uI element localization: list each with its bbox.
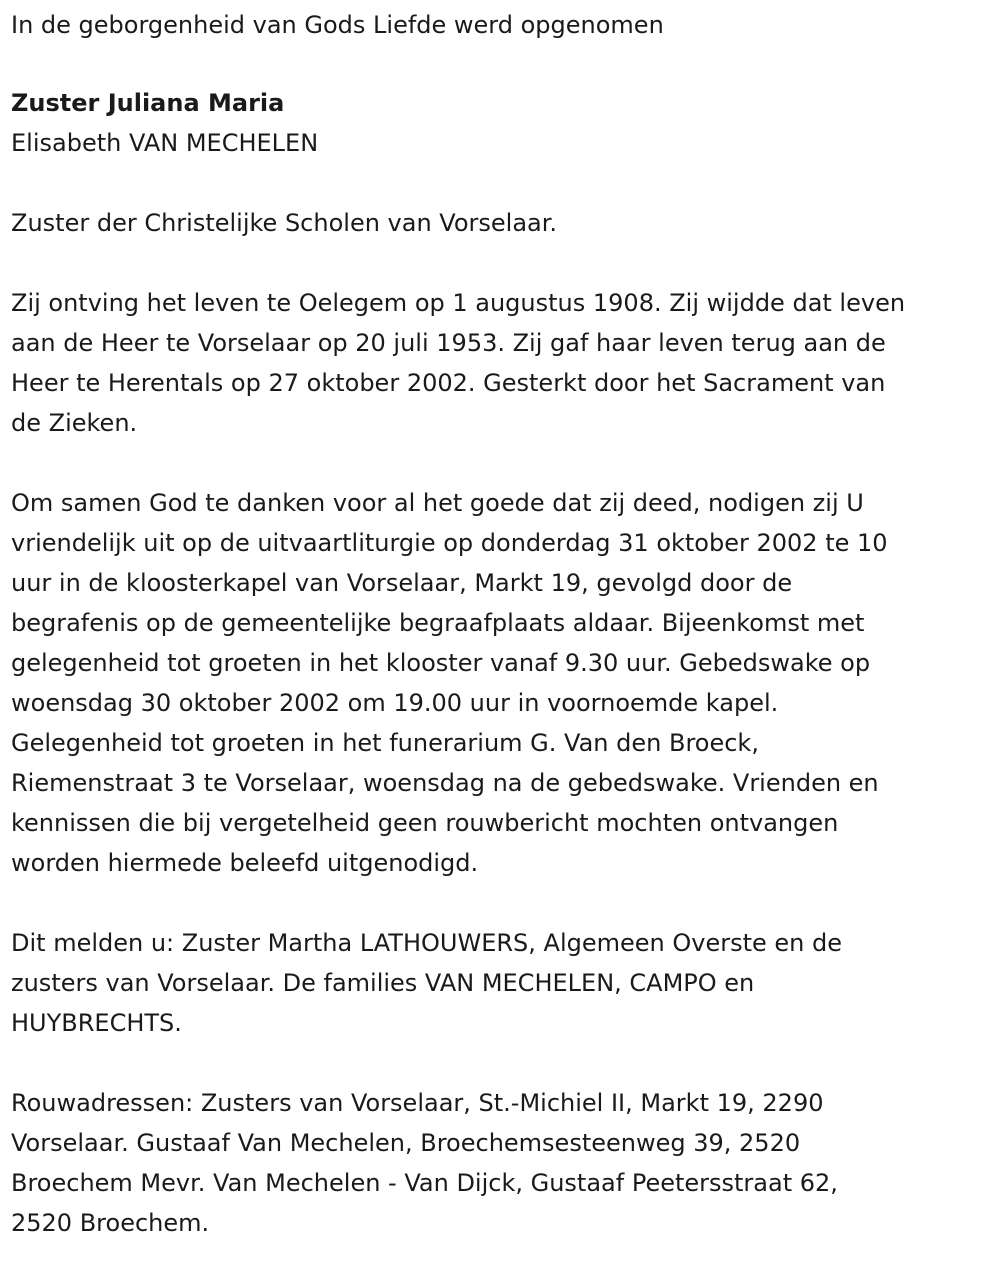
life-line: Heer te Herentals op 27 oktober 2002. Gesterkt door het Sacrament van bbox=[11, 369, 886, 397]
life-paragraph bbox=[11, 283, 991, 443]
funeral-line: begrafenis op de gemeentelijke begraafplaats aldaar. Bijeenkomst met bbox=[11, 609, 865, 637]
name-title: Zuster Juliana Maria bbox=[11, 89, 285, 117]
addresses-paragraph bbox=[11, 1083, 991, 1243]
announcers-line: HUYBRECHTS. bbox=[11, 1009, 182, 1037]
life-line: de Zieken. bbox=[11, 409, 138, 437]
funeral-line: Gelegenheid tot groeten in het funerarium G. Van den Broeck, bbox=[11, 729, 759, 757]
funeral-line: Riemenstraat 3 te Vorselaar, woensdag na de gebedswake. Vrienden en bbox=[11, 769, 879, 797]
funeral-line: worden hiermede beleefd uitgenodigd. bbox=[11, 849, 479, 877]
funeral-line: Om samen God te danken voor al het goede dat zij deed, nodigen zij U bbox=[11, 489, 864, 517]
funeral-line: kennissen die bij vergetelheid geen rouwbericht mochten ontvangen bbox=[11, 809, 839, 837]
addresses-line: 2520 Broechem. bbox=[11, 1209, 210, 1237]
announcers-line: zusters van Vorselaar. De families VAN MECHELEN, CAMPO en bbox=[11, 969, 755, 997]
life-line: aan de Heer te Vorselaar op 20 juli 1953. Zij gaf haar leven terug aan de bbox=[11, 329, 886, 357]
obituary-document bbox=[11, 5, 991, 1243]
funeral-line: vriendelijk uit op de uitvaartliturgie op donderdag 31 oktober 2002 te 10 bbox=[11, 529, 888, 557]
funeral-paragraph bbox=[11, 483, 991, 883]
addresses-line: Rouwadressen: Zusters van Vorselaar, St.-Michiel II, Markt 19, 2290 bbox=[11, 1089, 824, 1117]
funeral-line: gelegenheid tot groeten in het klooster vanaf 9.30 uur. Gebedswake op bbox=[11, 649, 871, 677]
addresses-line: Vorselaar. Gustaaf Van Mechelen, Broechemsesteenweg 39, 2520 bbox=[11, 1129, 801, 1157]
congregation-line: Zuster der Christelijke Scholen van Vorselaar. bbox=[11, 209, 558, 237]
funeral-line: uur in de kloosterkapel van Vorselaar, Markt 19, gevolgd door de bbox=[11, 569, 793, 597]
full-name: Elisabeth VAN MECHELEN bbox=[11, 129, 319, 157]
life-line: Zij ontving het leven te Oelegem op 1 augustus 1908. Zij wijdde dat leven bbox=[11, 289, 906, 317]
announcers-line: Dit melden u: Zuster Martha LATHOUWERS, Algemeen Overste en de bbox=[11, 929, 843, 957]
addresses-line: Broechem Mevr. Van Mechelen - Van Dijck, Gustaaf Peetersstraat 62, bbox=[11, 1169, 838, 1197]
funeral-line: woensdag 30 oktober 2002 om 19.00 uur in voornoemde kapel. bbox=[11, 689, 779, 717]
intro-line: In de geborgenheid van Gods Liefde werd opgenomen bbox=[11, 11, 664, 39]
announcers-paragraph bbox=[11, 923, 991, 1043]
